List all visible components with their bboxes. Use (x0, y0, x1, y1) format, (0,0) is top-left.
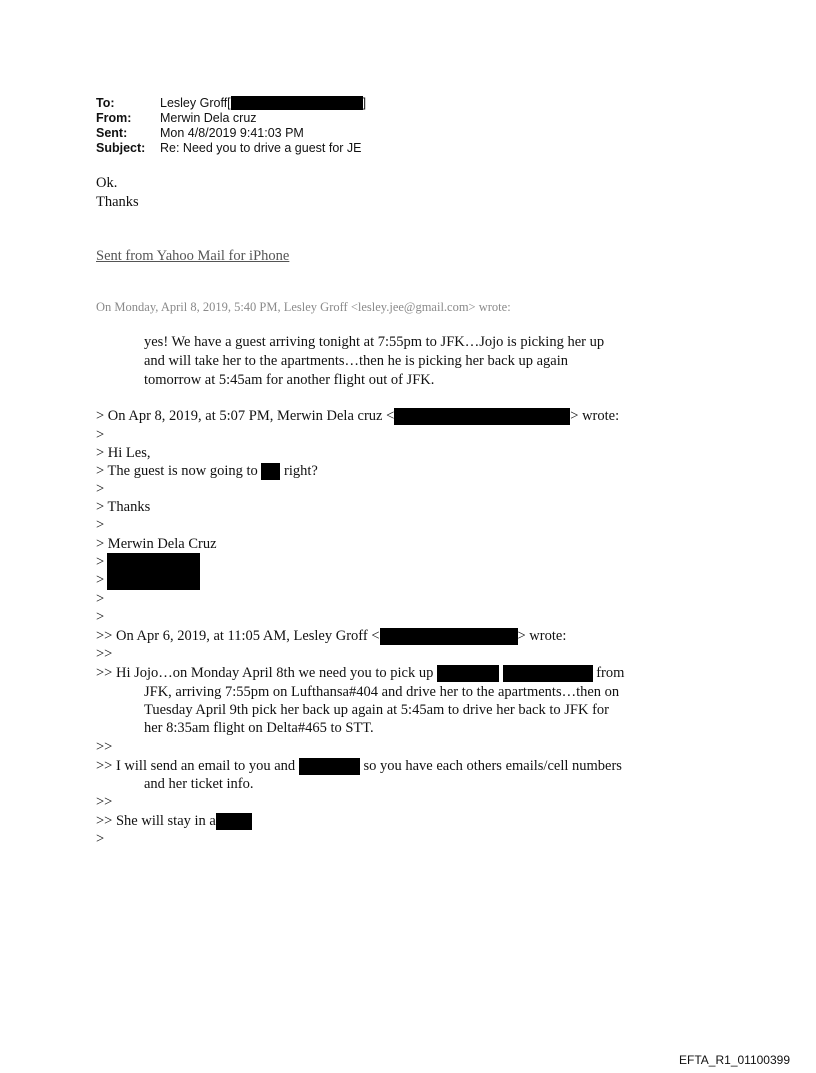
thread-line (96, 462, 318, 481)
sent-value: Mon 4/8/2019 9:41:03 PM (160, 126, 304, 140)
quoted-header: On Monday, April 8, 2019, 5:40 PM, Lesley Groff <lesley.jee@gmail.com> wrote: (96, 300, 511, 314)
email-header (96, 96, 366, 156)
thread-line: > (96, 591, 105, 607)
thread-text: right? (284, 463, 318, 479)
thread-line: >> (96, 739, 113, 755)
thread-line: > Hi Les, (96, 445, 151, 461)
thread-text: >> On Apr 6, 2019, at 11:05 AM, Lesley Groff < (96, 628, 380, 644)
subject-value: Re: Need you to drive a guest for JE (160, 141, 362, 155)
thread-line: and her ticket info. (144, 776, 254, 792)
redaction-box (231, 96, 363, 110)
redaction-box (299, 758, 360, 775)
thread-line: >> (96, 794, 113, 810)
to-value: Lesley Groff[ (160, 96, 231, 110)
to-close: ] (362, 96, 367, 110)
thread-line (96, 627, 566, 646)
thread-line: > (96, 554, 105, 570)
to-label: To: (96, 96, 115, 110)
redaction-box (437, 665, 499, 682)
thread-text: >> Hi Jojo…on Monday April 8th we need you to pick up (96, 665, 434, 681)
redaction-box (503, 665, 593, 682)
from-value: Merwin Dela cruz (160, 111, 257, 125)
quoted-body-line: yes! We have a guest arriving tonight at 7:55pm to JFK…Jojo is picking her up (144, 334, 605, 350)
signature-link[interactable]: Sent from Yahoo Mail for iPhone (96, 248, 290, 264)
from-label: From: (96, 111, 132, 125)
thread-line (96, 757, 622, 776)
quoted-body-line: tomorrow at 5:45am for another flight out of JFK. (144, 372, 435, 388)
thread-text: >> She will stay in a (96, 813, 216, 829)
thread-line: her 8:35am flight on Delta#465 to STT. (144, 720, 374, 736)
sent-label: Sent: (96, 126, 128, 140)
thread-line: > Merwin Dela Cruz (96, 536, 217, 552)
thread-text: > wrote: (517, 628, 567, 644)
redaction-box (261, 463, 280, 480)
thread-line: > (96, 517, 105, 533)
subject-label: Subject: (96, 141, 146, 155)
subject-row (96, 141, 366, 156)
quoted-body-line: and will take her to the apartments…then he is picking her back up again (144, 353, 568, 369)
thread-line (96, 407, 619, 426)
thread-line: Tuesday April 9th pick her back up again at 5:45am to drive her back to JFK for (144, 702, 609, 718)
sent-row (96, 126, 366, 141)
thread-text: >> I will send an email to you and (96, 758, 296, 774)
thread-text: > The guest is now going to (96, 463, 258, 479)
thread-text: > On Apr 8, 2019, at 5:07 PM, Merwin Dela cruz < (96, 408, 395, 424)
thread-text: from (596, 665, 625, 681)
thread-line: > (96, 609, 105, 625)
thread-line (96, 664, 624, 683)
thread-line: > (96, 427, 105, 443)
reply-line-thanks: Thanks (96, 194, 139, 210)
thread-line: > (96, 481, 105, 497)
to-row (96, 96, 366, 111)
thread-line: > (96, 572, 105, 588)
thread-line (96, 812, 252, 831)
from-row (96, 111, 366, 126)
redaction-box (107, 553, 200, 590)
thread-text: > wrote: (570, 408, 620, 424)
reply-line-ok: Ok. (96, 175, 118, 191)
document-id: EFTA_R1_01100399 (679, 1053, 790, 1067)
thread-line: >> (96, 646, 113, 662)
redaction-box (394, 408, 570, 425)
thread-line: > Thanks (96, 499, 151, 515)
thread-text: so you have each others emails/cell numbers (363, 758, 622, 774)
redaction-box (216, 813, 252, 830)
redaction-box (380, 628, 518, 645)
thread-line: > (96, 831, 105, 847)
thread-line: JFK, arriving 7:55pm on Lufthansa#404 and drive her to the apartments…then on (144, 684, 620, 700)
